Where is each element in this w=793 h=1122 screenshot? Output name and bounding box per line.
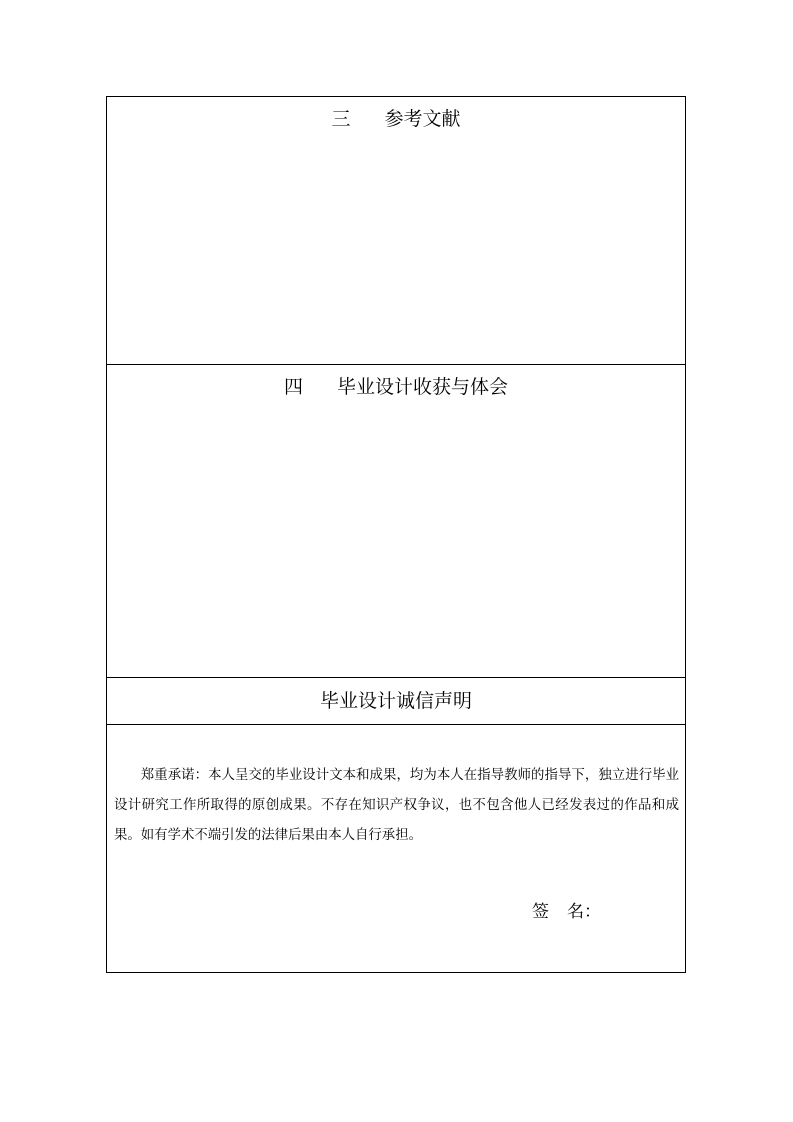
gains-number: 四 xyxy=(283,376,303,398)
signature-label xyxy=(532,900,601,924)
form-table xyxy=(106,96,686,973)
gains-heading xyxy=(107,375,685,399)
gains-title: 毕业设计收获与体会 xyxy=(337,376,509,398)
signature-char-1: 签 xyxy=(532,902,549,922)
signature-char-2: 名： xyxy=(567,902,601,922)
gains-section xyxy=(107,365,685,678)
references-title: 参考文献 xyxy=(384,108,461,130)
references-heading xyxy=(107,107,685,131)
references-section xyxy=(107,97,685,365)
declaration-title-row xyxy=(107,678,685,725)
declaration-body xyxy=(107,725,685,972)
declaration-title: 毕业设计诚信声明 xyxy=(319,690,472,712)
references-number: 三 xyxy=(331,108,351,130)
declaration-text: 郑重承诺：本人呈交的毕业设计文本和成果，均为本人在指导教师的指导下，独立进行毕业设计研究工作所取得的原创成果。不存在知识产权争议，也不包含他人已经发表过的作品和成果。如有学术不端引发的法律后果由本人自行承担。 xyxy=(114,768,679,843)
